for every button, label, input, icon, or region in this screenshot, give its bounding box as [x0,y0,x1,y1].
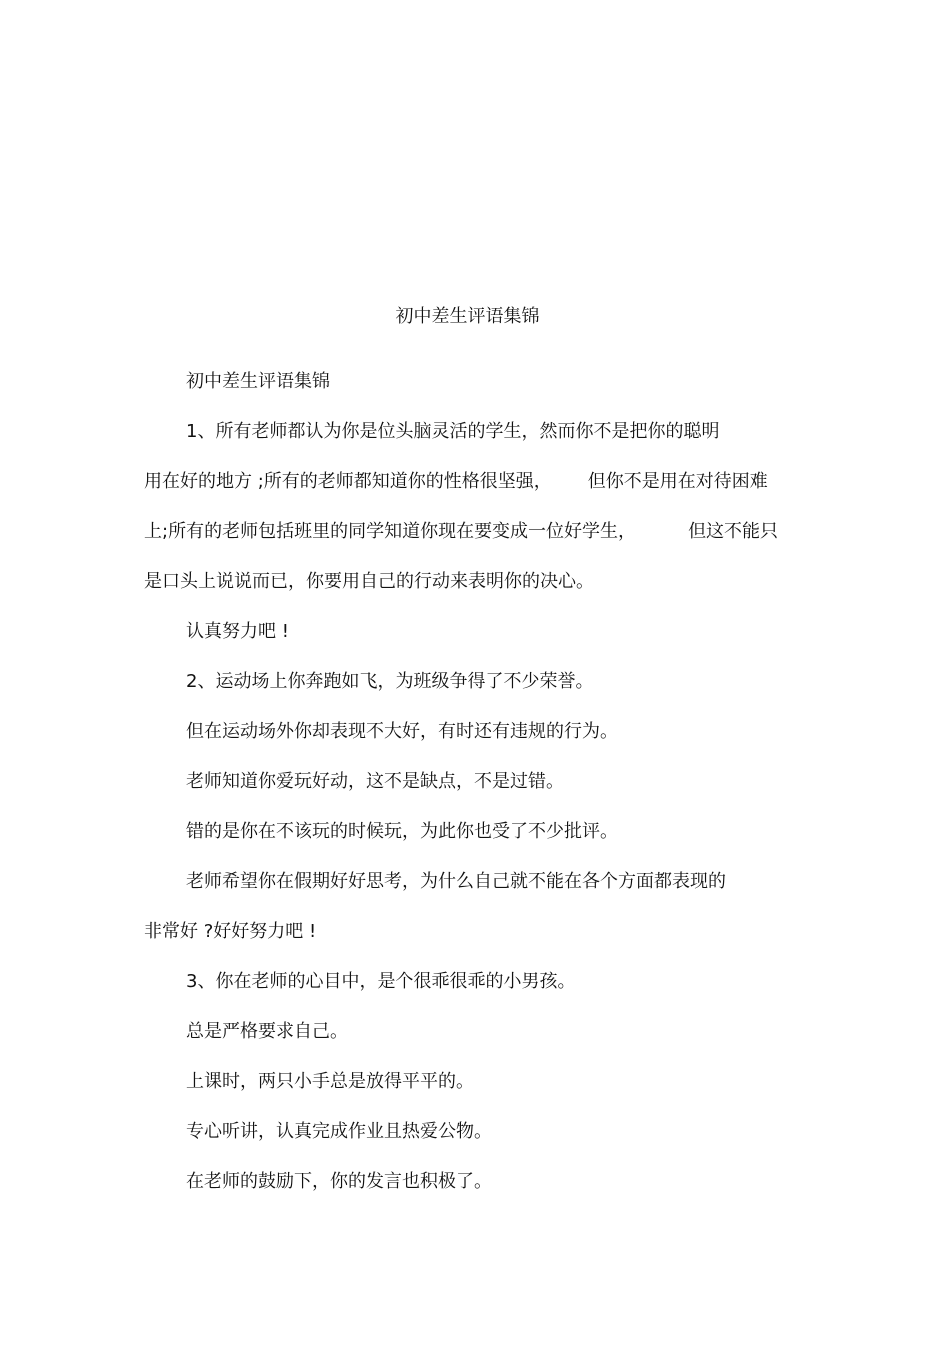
paragraph-1-line-3-part-b: 但这不能只 [688,521,779,542]
paragraph-1-line-2-part-a: 用在好的地方 ;所有的老师都知道你的性格很坚强， [144,471,552,492]
paragraph-3-line-2: 总是严格要求自己。 [186,1021,348,1042]
document-title: 初中差生评语集锦 [395,306,540,327]
paragraph-1-line-3 [144,520,778,544]
paragraph-1-line-4: 是口头上说说而已，你要用自己的行动来表明你的决心。 [144,571,594,592]
paragraph-3-line-5: 在老师的鼓励下，你的发言也积极了。 [186,1171,492,1192]
document-subtitle: 初中差生评语集锦 [186,371,330,392]
paragraph-1-line-3-part-a: 上;所有的老师包括班里的同学知道你现在要变成一位好学生， [144,521,637,542]
paragraph-3-line-1: 3、你在老师的心目中，是个很乖很乖的小男孩。 [186,971,576,992]
paragraph-1-line-1: 1、所有老师都认为你是位头脑灵活的学生，然而你不是把你的聪明 [186,421,720,442]
paragraph-3-line-3: 上课时，两只小手总是放得平平的。 [186,1071,474,1092]
paragraph-2-line-3: 老师知道你爱玩好动，这不是缺点，不是过错。 [186,771,564,792]
paragraph-2-line-1: 2、运动场上你奔跑如飞，为班级争得了不少荣誉。 [186,671,594,692]
paragraph-2-line-4: 错的是你在不该玩的时候玩，为此你也受了不少批评。 [186,821,618,842]
paragraph-3-line-4: 专心听讲，认真完成作业且热爱公物。 [186,1121,492,1142]
paragraph-2-line-6: 非常好 ?好好努力吧 ! [144,921,317,942]
paragraph-1-line-2 [144,470,768,494]
paragraph-1-line-5: 认真努力吧 ! [186,621,289,642]
paragraph-1-line-2-part-b: 但你不是用在对待困难 [587,471,768,492]
paragraph-2-line-5: 老师希望你在假期好好思考，为什么自己就不能在各个方面都表现的 [186,871,726,892]
paragraph-2-line-2: 但在运动场外你却表现不大好，有时还有违规的行为。 [186,721,618,742]
